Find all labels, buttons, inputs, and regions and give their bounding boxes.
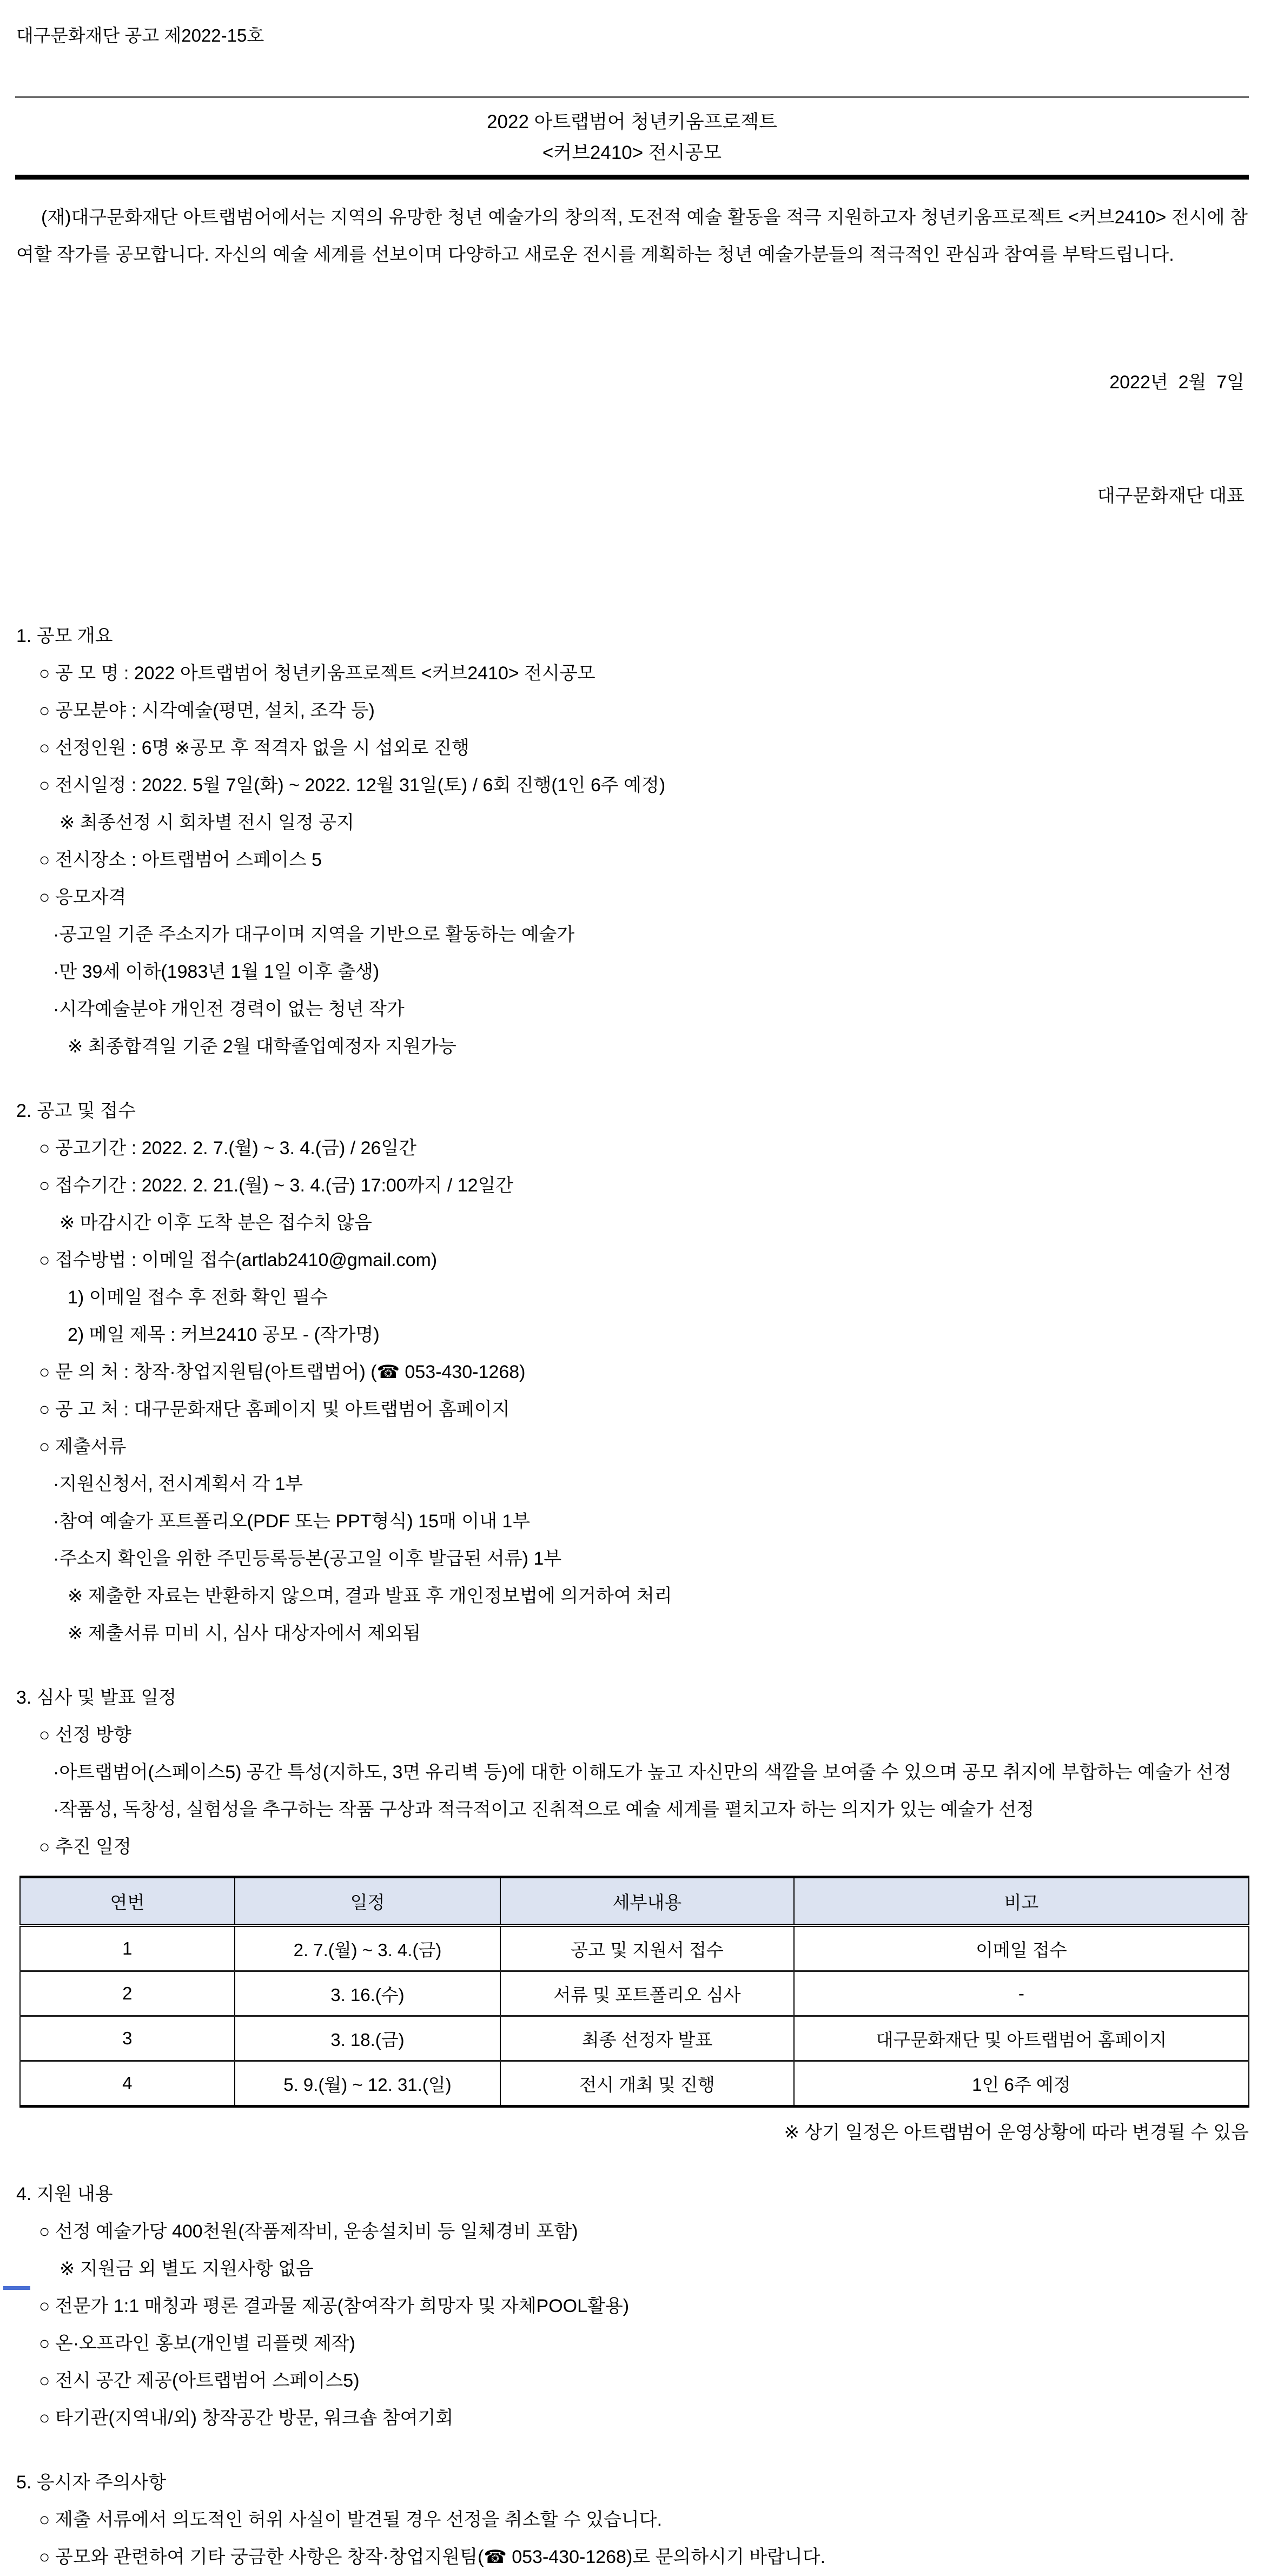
table-cell: 최종 선정자 발표 [500, 2016, 794, 2061]
table-cell: 2 [20, 1971, 235, 2016]
note-item: ※ 지원금 외 별도 지원사항 없음 [59, 2259, 314, 2279]
table-cell: 서류 및 포트폴리오 심사 [500, 1971, 794, 2016]
list-item: ○ 접수기간 : 2022. 2. 21.(월) ~ 3. 4.(금) 17:00까지 / 12일간 [39, 1175, 514, 1196]
divider-thick [15, 175, 1249, 180]
list-item: ○ 전시일정 : 2022. 5월 7일(화) ~ 2022. 12월 31일(토) / 6회 진행(1인 6주 예정) [39, 775, 666, 796]
section-review-schedule [0, 1679, 1264, 2149]
numbered-item: 2) 메일 제목 : 커브2410 공모 - (작가명) [68, 1325, 380, 1345]
section-support [0, 2176, 1264, 2437]
section-heading: 2. 공고 및 접수 [16, 1101, 136, 1121]
sub-item: ·공고일 기준 주소지가 대구이며 지역을 기반으로 활동하는 예술가 [53, 924, 575, 945]
table-cell: 전시 개최 및 진행 [500, 2061, 794, 2107]
sub-item: ·작품성, 독창성, 실험성을 추구하는 작품 구상과 적극적이고 진취적으로 예술 세계를 펼치고자 하는 의지가 있는 예술가 선정 [53, 1799, 1035, 1820]
table-cell: 1인 6주 예정 [794, 2061, 1249, 2107]
list-item: ○ 추진 일정 [39, 1837, 131, 1857]
sub-item: ·주소지 확인을 위한 주민등록등본(공고일 이후 발급된 서류) 1부 [53, 1548, 562, 1569]
note-item: ※ 제출서류 미비 시, 심사 대상자에서 제외됨 [68, 1623, 421, 1644]
sub-item: ·지원신청서, 전시계획서 각 1부 [53, 1474, 303, 1494]
section-application [0, 1092, 1264, 1652]
list-item: ○ 전문가 1:1 매칭과 평론 결과물 제공(참여작가 희망자 및 자체POOL활용) [39, 2296, 630, 2316]
table-header-row [20, 1877, 1249, 1926]
section-heading: 4. 지원 내용 [16, 2184, 113, 2204]
section-heading: 3. 심사 및 발표 일정 [16, 1687, 177, 1708]
notice-date: 2022년 2월 7일 [1109, 372, 1245, 393]
schedule-table [19, 1876, 1249, 2108]
list-item: ○ 전시 공간 제공(아트랩범어 스페이스5) [39, 2370, 360, 2391]
section-heading: 1. 공모 개요 [16, 626, 113, 646]
doc-title [0, 98, 1264, 175]
note-item: ※ 최종합격일 기준 2월 대학졸업예정자 지원가능 [68, 1036, 456, 1057]
list-item: ○ 공고기간 : 2022. 2. 7.(월) ~ 3. 4.(금) / 26일간 [39, 1138, 417, 1158]
table-row [20, 2061, 1249, 2107]
note-item: ※ 최종선정 시 회차별 전시 일정 공지 [59, 812, 354, 833]
section-overview [0, 618, 1264, 1065]
note-item: ※ 마감시간 이후 도착 분은 접수치 않음 [59, 1213, 372, 1233]
list-item: ○ 공모분야 : 시각예술(평면, 설치, 조각 등) [39, 700, 375, 721]
table-cell: - [794, 1971, 1249, 2016]
list-item: ○ 제출서류 [39, 1436, 127, 1457]
doc-title-line1: 2022 아트랩범어 청년키움프로젝트 [487, 111, 777, 133]
column-header: 비고 [794, 1877, 1249, 1926]
notice-signer: 대구문화재단 대표 [1097, 486, 1245, 506]
intro-paragraph: (재)대구문화재단 아트랩범어에서는 지역의 유망한 청년 예술가의 창의적, 도전적 예술 활동을 적극 지원하고자 청년키움프로젝트 <커브2410> 전시에 참여할 작가를 공모합니다. 자신의 예술 세계를 선보이며 다양하고 새로운 전시를 계획하는 청년 예술가분들의 적극적인 관심과 참여를 부탁드립니다. [16, 207, 1248, 265]
table-cell: 1 [20, 1925, 235, 1971]
doc-number: 대구문화재단 공고 제2022-15호 [16, 25, 264, 45]
table-cell: 3. 16.(수) [235, 1971, 501, 2016]
list-item: ○ 공 고 처 : 대구문화재단 홈페이지 및 아트랩범어 홈페이지 [39, 1399, 510, 1420]
section-heading: 5. 응시자 주의사항 [16, 2472, 167, 2493]
table-note: ※ 상기 일정은 아트랩범어 운영상황에 따라 변경될 수 있음 [784, 2122, 1249, 2143]
table-cell: 대구문화재단 및 아트랩범어 홈페이지 [794, 2016, 1249, 2061]
list-item: ○ 접수방법 : 이메일 접수(artlab2410@gmail.com) [39, 1250, 438, 1270]
list-item: ○ 공 모 명 : 2022 아트랩범어 청년키움프로젝트 <커브2410> 전시공모 [39, 663, 595, 684]
column-header: 세부내용 [500, 1877, 794, 1926]
list-item: ○ 제출 서류에서 의도적인 허위 사실이 발견될 경우 선정을 취소할 수 있습니다. [39, 2509, 663, 2530]
table-row [20, 1971, 1249, 2016]
sub-item: ·참여 예술가 포트폴리오(PDF 또는 PPT형식) 15매 이내 1부 [53, 1511, 531, 1532]
sub-item: ·아트랩범어(스페이스5) 공간 특성(지하도, 3면 유리벽 등)에 대한 이해도가 높고 자신만의 색깔을 보여줄 수 있으며 공모 취지에 부합하는 예술가 선정 [53, 1762, 1232, 1783]
note-item: ※ 제출한 자료는 반환하지 않으며, 결과 발표 후 개인정보법에 의거하여 처리 [68, 1586, 672, 1606]
column-header: 일정 [235, 1877, 501, 1926]
table-cell: 공고 및 지원서 접수 [500, 1925, 794, 1971]
table-cell: 2. 7.(월) ~ 3. 4.(금) [235, 1925, 501, 1971]
table-cell: 3 [20, 2016, 235, 2061]
list-item: ○ 온·오프라인 홍보(개인별 리플렛 제작) [39, 2333, 355, 2354]
date-block [0, 288, 1264, 591]
table-cell: 5. 9.(월) ~ 12. 31.(일) [235, 2061, 501, 2107]
sub-item: ·시각예술분야 개인전 경력이 없는 청년 작가 [53, 999, 405, 1019]
list-item: ○ 전시장소 : 아트랩범어 스페이스 5 [39, 850, 322, 870]
table-row [20, 1925, 1249, 1971]
list-item: ○ 선정 예술가당 400천원(작품제작비, 운송설치비 등 일체경비 포함) [39, 2221, 578, 2242]
table-cell: 이메일 접수 [794, 1925, 1249, 1971]
bottom-left-artifact [3, 2286, 30, 2290]
doc-title-line2: <커브2410> 전시공모 [542, 142, 722, 163]
list-item: ○ 타기관(지역내/외) 창작공간 방문, 워크숍 참여기회 [39, 2408, 454, 2428]
table-cell: 3. 18.(금) [235, 2016, 501, 2061]
numbered-item: 1) 이메일 접수 후 전화 확인 필수 [68, 1287, 328, 1308]
list-item: ○ 선정인원 : 6명 ※공모 후 적격자 없을 시 섭외로 진행 [39, 738, 469, 758]
table-row [20, 2016, 1249, 2061]
column-header: 연번 [20, 1877, 235, 1926]
list-item: ○ 공모와 관련하여 기타 궁금한 사항은 창작·창업지원팀(☎ 053-430-1268)로 문의하시기 바랍니다. [39, 2547, 826, 2567]
list-item: ○ 문 의 처 : 창작·창업지원팀(아트랩범어) (☎ 053-430-1268) [39, 1362, 526, 1382]
list-item: ○ 응모자격 [39, 887, 127, 908]
list-item: ○ 선정 방향 [39, 1725, 131, 1745]
section-caution [0, 2464, 1264, 2576]
sub-item: ·만 39세 이하(1983년 1월 1일 이후 출생) [53, 962, 380, 982]
table-cell: 4 [20, 2061, 235, 2107]
